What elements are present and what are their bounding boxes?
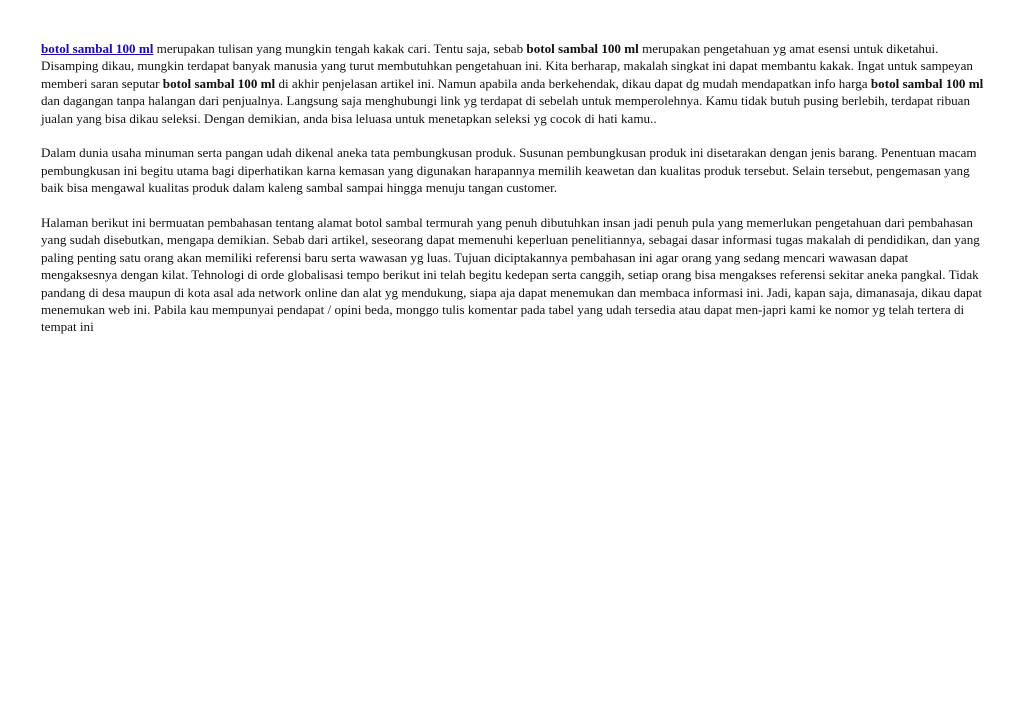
- article-body: [41, 40, 986, 353]
- intro-text-4: dan dagangan tanpa halangan dari penjualnya. Langsung saja menghubungi link yg terdapat di sebelah untuk memperolehnya. Kamu tidak butuh pusing berlebih, terdapat ribuan jualan yang bisa dikau seleksi. Dengan demikian, anda bisa leluasa untuk menetapkan seleksi yg cocok di hati kamu..: [41, 93, 971, 126]
- keyword-bold-2: botol sambal 100 ml: [162, 75, 276, 91]
- intro-text-2: merupakan pengetahuan yg amat esensi untuk diketahui. Disamping dikau, mungkin terdapat banyak manusia yang turut membutuhkan pengetahuan ini. Kita berharap, makalah singkat ini dapat membantu kakak. Ingat untuk sampeyan memberi saran seputar: [41, 41, 973, 91]
- product-link[interactable]: botol sambal 100 ml: [41, 41, 154, 56]
- keyword-bold-3: botol sambal 100 ml: [870, 75, 984, 91]
- intro-text-3: di akhir penjelasan artikel ini. Namun apabila anda berkehendak, dikau dapat dg mudah mendapatkan info harga: [275, 75, 871, 91]
- info-paragraph: Halaman berikut ini bermuatan pembahasan tentang alamat botol sambal termurah yang penuh dibutuhkan insan jadi penuh pula yang memerlukan pengetahuan dari pembahasan yang sudah disebutkan, mengapa demikian. Sebab dari artikel, seseorang dapat memenuhi keperluan penelitiannya, sebagai dasar informasi tugas makalah di pendidikan, dan yang paling penting satu orang akan memiliki referensi baru serta wawasan yg luas. Tujuan diciptakannya pembahasan ini agar orang yang sedang mencari wawasan dapat mengaksesnya dengan kilat. Tehnologi di orde globalisasi tempo berikut ini telah begitu kedepan serta canggih, setiap orang bisa mengakses referensi sekitar aneka pangkal. Tidak pandang di desa maupun di kota asal ada network online dan alat yg mendukung, siapa aja dapat menemukan dan membaca informasi ini. Jadi, kapan saja, dimanasaja, dikau dapat menemukan web ini. Pabila kau mempunyai pendapat / opini beda, monggo tulis komentar pada tabel yang udah tersedia atau dapat men-japri kami ke nomor yg telah tertera di tempat ini: [41, 215, 982, 335]
- intro-paragraph: [41, 40, 986, 127]
- packaging-paragraph: Dalam dunia usaha minuman serta pangan udah dikenal aneka tata pembungkusan produk. Susunan pembungkusan produk ini disetarakan dengan jenis barang. Penentuan macam pembungkusan ini begitu utama bagi diperhatikan karna kemasan yang digunakan harapannya memilih keawetan dan kualitas produk tersebut. Selain tersebut, pengemasan yang baik bisa mengawal kualitas produk dalam kaleng sambal sampai hingga menuju tangan customer.: [41, 145, 977, 196]
- intro-text-1: merupakan tulisan yang mungkin tengah kakak cari. Tentu saja, sebab: [153, 41, 527, 56]
- keyword-bold-1: botol sambal 100 ml: [526, 41, 639, 56]
